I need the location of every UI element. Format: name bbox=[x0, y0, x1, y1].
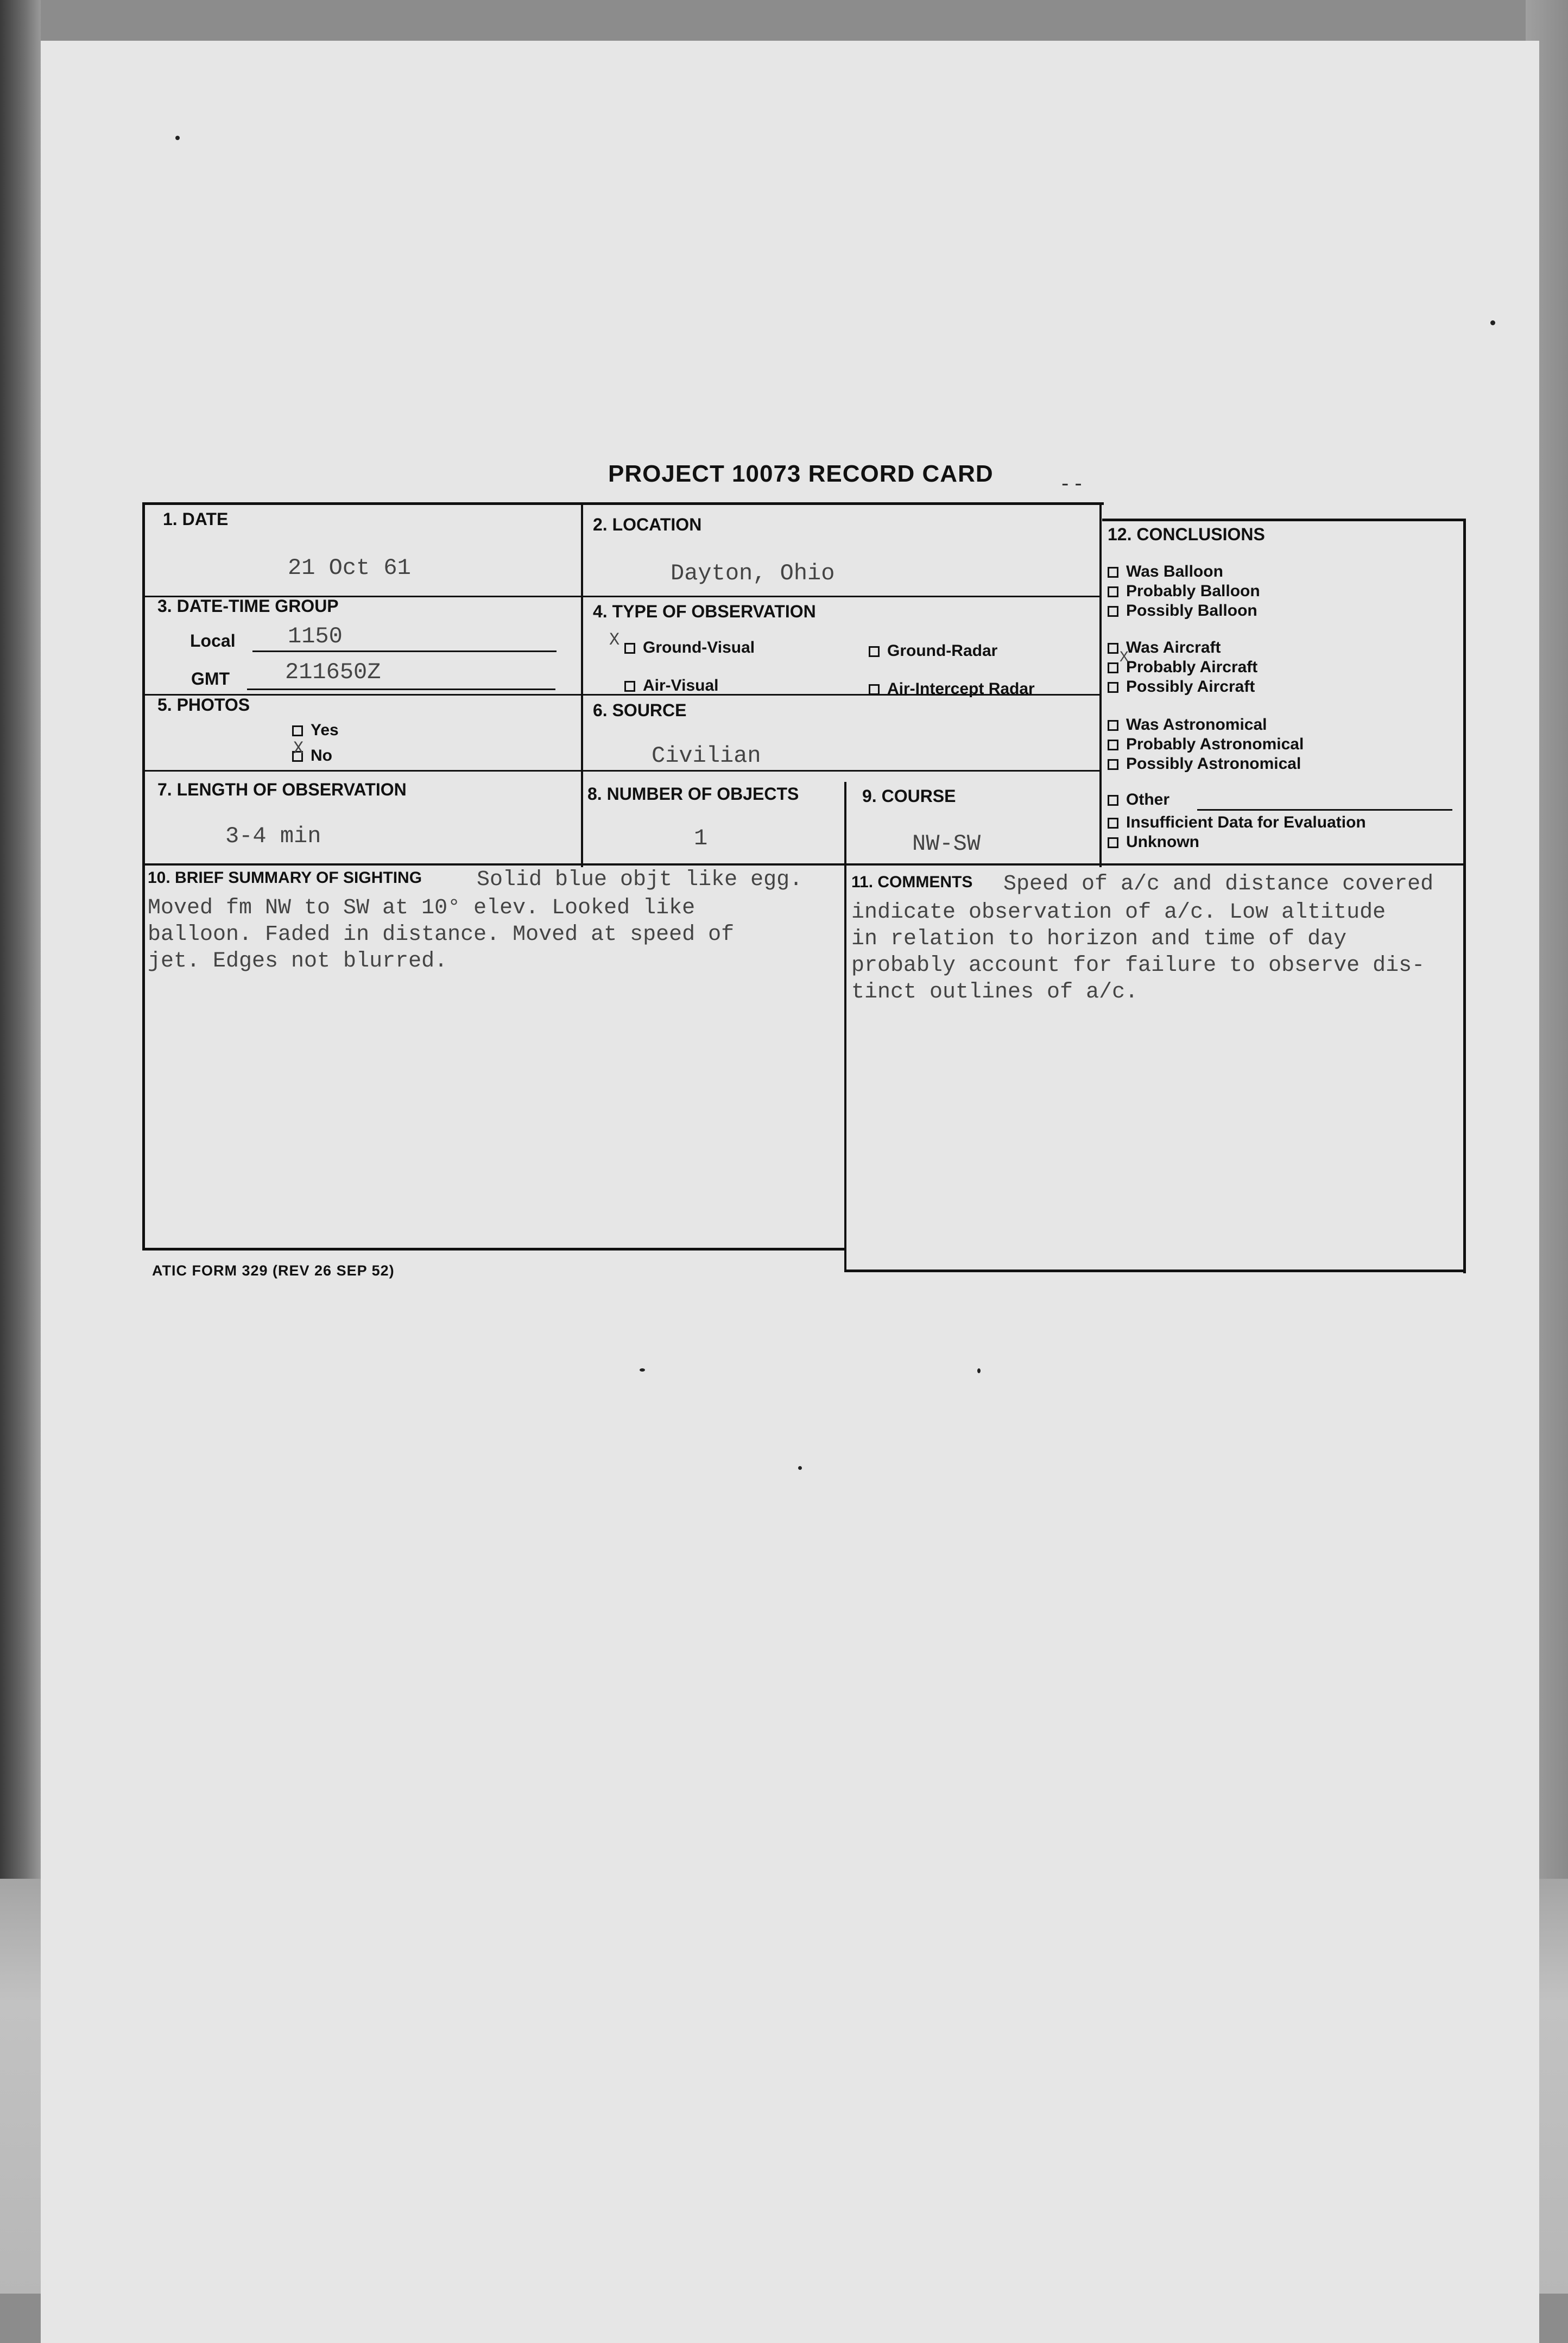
course-value: NW-SW bbox=[912, 831, 981, 857]
checkbox[interactable] bbox=[1108, 567, 1118, 578]
stray-mark: - - bbox=[1061, 471, 1082, 495]
card-border bbox=[844, 1270, 1466, 1272]
source-label: 6. SOURCE bbox=[593, 700, 687, 720]
course-label: 9. COURSE bbox=[862, 786, 956, 806]
divider bbox=[1099, 502, 1102, 867]
local-label: Local bbox=[190, 631, 236, 651]
speck bbox=[640, 1368, 645, 1372]
length-label: 7. LENGTH OF OBSERVATION bbox=[157, 780, 407, 799]
checkbox[interactable] bbox=[624, 681, 635, 692]
card-border bbox=[1463, 519, 1466, 1273]
date-label: 1. DATE bbox=[163, 509, 229, 529]
checkbox[interactable] bbox=[1108, 682, 1118, 693]
conclusion-was-aircraft[interactable]: Was Aircraft bbox=[1108, 639, 1221, 657]
ground-visual-option[interactable]: Ground-Visual bbox=[624, 639, 755, 657]
length-value: 3-4 min bbox=[225, 823, 321, 849]
photos-yes-option[interactable]: Yes bbox=[292, 721, 339, 740]
local-value: 1150 bbox=[288, 623, 343, 649]
card-border bbox=[142, 1248, 845, 1251]
objects-label: 8. NUMBER OF OBJECTS bbox=[587, 784, 799, 804]
gmt-label: GMT bbox=[191, 669, 230, 689]
local-underline bbox=[252, 651, 557, 652]
checkbox[interactable] bbox=[1108, 759, 1118, 770]
checkbox[interactable] bbox=[1108, 818, 1118, 829]
ground-visual-check: X bbox=[609, 630, 620, 650]
divider bbox=[581, 502, 583, 867]
air-visual-option[interactable]: Air-Visual bbox=[624, 677, 719, 695]
photos-no-option[interactable]: No bbox=[292, 747, 332, 765]
air-intercept-radar-option[interactable]: Air-Intercept Radar bbox=[869, 680, 1035, 698]
card-border bbox=[144, 502, 1104, 505]
checkbox[interactable] bbox=[1108, 643, 1118, 654]
summary-text: Moved fm NW to SW at 10° elev. Looked like balloon. Faded in distance. Moved at speed of jet. Edges not blurred. bbox=[148, 896, 735, 974]
checkbox[interactable] bbox=[869, 684, 880, 695]
checkbox[interactable] bbox=[1108, 662, 1118, 673]
type-of-observation-label: 4. TYPE OF OBSERVATION bbox=[593, 602, 816, 621]
gmt-value: 211650Z bbox=[285, 659, 381, 685]
ground-radar-option[interactable]: Ground-Radar bbox=[869, 642, 997, 660]
checkbox[interactable] bbox=[869, 646, 880, 657]
divider bbox=[144, 770, 1101, 772]
conclusion-probably-astronomical[interactable]: Probably Astronomical bbox=[1108, 735, 1304, 754]
location-value: Dayton, Ohio bbox=[671, 560, 835, 586]
conclusion-was-balloon[interactable]: Was Balloon bbox=[1108, 563, 1223, 581]
speck bbox=[1490, 320, 1495, 325]
conclusion-possibly-astronomical[interactable]: Possibly Astronomical bbox=[1108, 755, 1301, 773]
speck bbox=[175, 136, 180, 140]
probably-aircraft-check: X bbox=[1120, 649, 1129, 666]
card-border bbox=[1102, 519, 1466, 521]
speck bbox=[798, 1466, 802, 1470]
photos-no-check: X bbox=[293, 738, 304, 759]
checkbox[interactable] bbox=[1108, 606, 1118, 617]
checkbox[interactable] bbox=[624, 643, 635, 654]
checkbox[interactable] bbox=[1108, 740, 1118, 750]
conclusion-possibly-aircraft[interactable]: Possibly Aircraft bbox=[1108, 678, 1255, 696]
divider bbox=[844, 782, 846, 1270]
photos-label: 5. PHOTOS bbox=[157, 695, 250, 715]
checkbox[interactable] bbox=[1108, 795, 1118, 806]
conclusion-insufficient-data[interactable]: Insufficient Data for Evaluation bbox=[1108, 813, 1366, 832]
form-number: ATIC FORM 329 (REV 26 SEP 52) bbox=[152, 1262, 395, 1279]
date-value: 21 Oct 61 bbox=[288, 555, 411, 581]
summary-first-line: Solid blue objt like egg. bbox=[477, 868, 803, 892]
speck bbox=[977, 1368, 981, 1373]
gmt-underline bbox=[247, 689, 555, 690]
other-underline bbox=[1197, 809, 1452, 811]
checkbox[interactable] bbox=[1108, 586, 1118, 597]
card-border bbox=[142, 502, 145, 1251]
conclusion-possibly-balloon[interactable]: Possibly Balloon bbox=[1108, 602, 1257, 620]
conclusion-probably-aircraft[interactable]: Probably Aircraft bbox=[1108, 658, 1257, 677]
divider bbox=[144, 863, 1466, 866]
conclusion-unknown[interactable]: Unknown bbox=[1108, 833, 1199, 851]
comments-label: 11. COMMENTS bbox=[851, 873, 973, 891]
comments-first-line: Speed of a/c and distance covered bbox=[1003, 872, 1434, 896]
source-value: Civilian bbox=[652, 743, 761, 769]
comments-text: indicate observation of a/c. Low altitude in relation to horizon and time of day probably account for failure to observe dis- tinct outlines of a/c. bbox=[851, 900, 1425, 1005]
summary-label: 10. BRIEF SUMMARY OF SIGHTING bbox=[148, 869, 422, 887]
conclusion-other[interactable]: Other bbox=[1108, 791, 1169, 809]
checkbox[interactable] bbox=[1108, 837, 1118, 848]
conclusion-was-astronomical[interactable]: Was Astronomical bbox=[1108, 716, 1267, 734]
checkbox[interactable] bbox=[292, 725, 303, 736]
paper-sheet bbox=[41, 41, 1539, 2343]
conclusions-label: 12. CONCLUSIONS bbox=[1108, 525, 1265, 544]
checkbox[interactable] bbox=[1108, 720, 1118, 731]
location-label: 2. LOCATION bbox=[593, 515, 702, 534]
objects-value: 1 bbox=[694, 825, 708, 851]
date-time-group-label: 3. DATE-TIME GROUP bbox=[157, 596, 339, 616]
conclusion-probably-balloon[interactable]: Probably Balloon bbox=[1108, 582, 1260, 601]
card-title: PROJECT 10073 RECORD CARD bbox=[608, 460, 994, 487]
